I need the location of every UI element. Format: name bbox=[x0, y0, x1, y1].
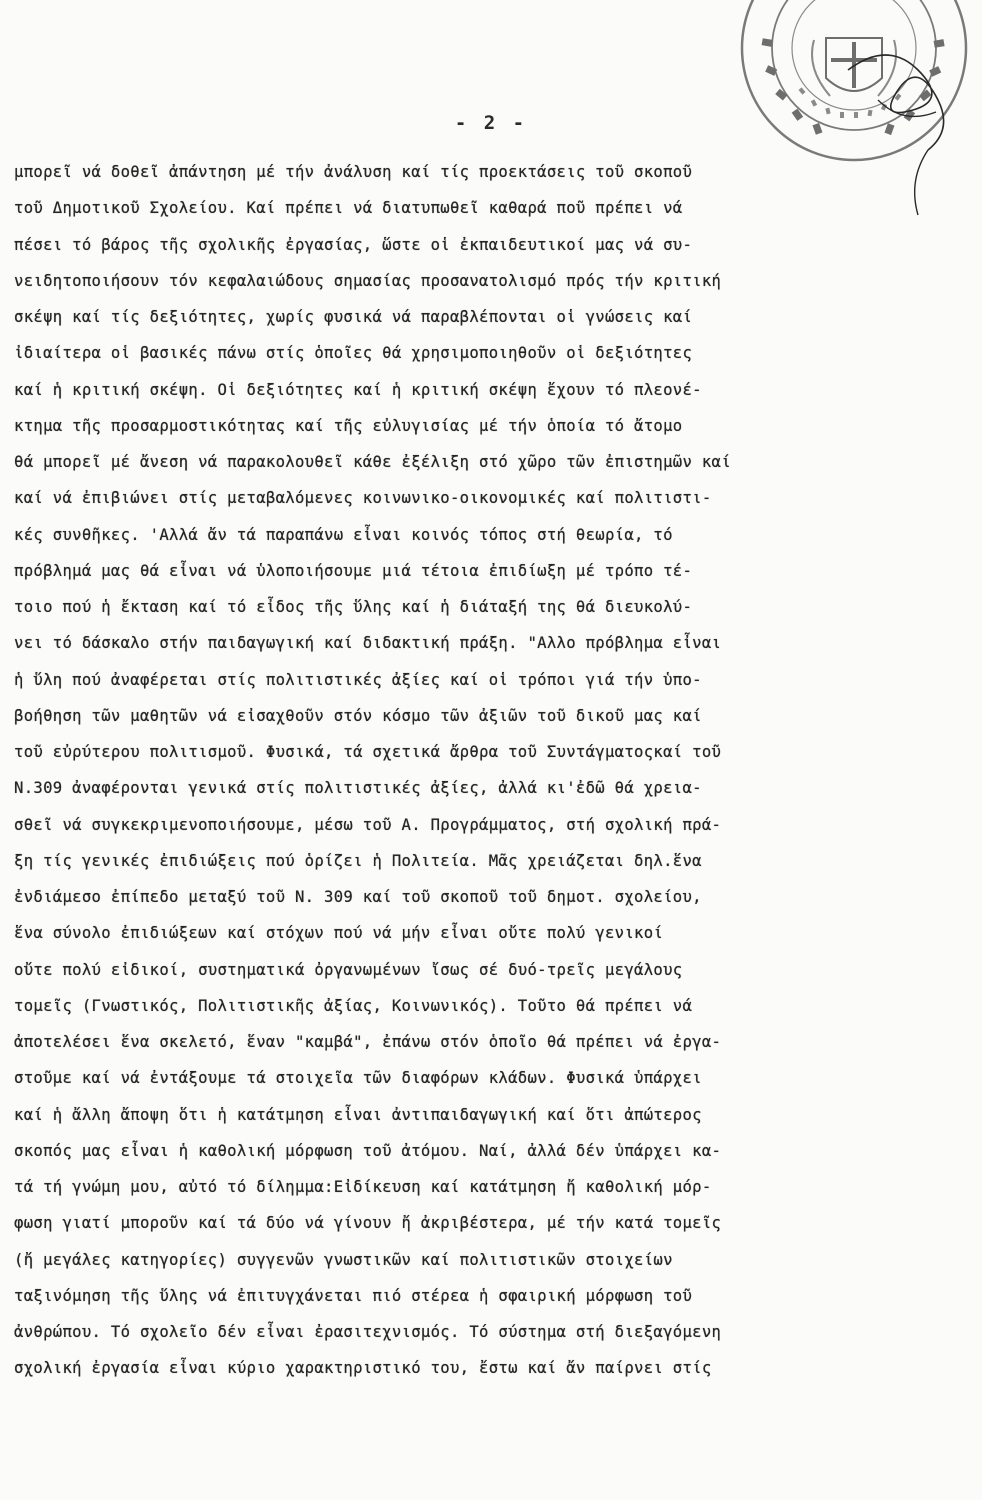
text-line: (ἤ μεγάλες κατηγορίες) συγγενῶν γνωστικῶν καί πολιτιστικῶν στοιχείων bbox=[14, 1250, 673, 1269]
text-line: τομεῖς (Γνωστικός, Πολιτιστικῆς ἀξίας, Κοινωνικός). Τοῦτο θά πρέπει νά bbox=[14, 996, 693, 1015]
text-line: πέσει τό βάρος τῆς σχολικῆς ἐργασίας, ὥστε οἱ ἐκπαιδευτικοί μας νά συ- bbox=[14, 235, 693, 254]
text-line: καί ἡ ἄλλη ἄποψη ὅτι ἡ κατάτμηση εἶναι ἀντιπαιδαγωγική καί ὅτι ἀπώτερος bbox=[14, 1105, 702, 1124]
text-line: πρόβλημά μας θά εἶναι νά ὑλοποιήσουμε μιά τέτοια ἐπιδίωξη μέ τρόπο τέ- bbox=[14, 561, 693, 580]
text-line: τοῦ Δημοτικοῦ Σχολείου. Καί πρέπει νά διατυπωθεῖ καθαρά ποῦ πρέπει νά bbox=[14, 199, 683, 218]
text-line: καί νά ἐπιβιώνει στίς μεταβαλόμενες κοινωνικο-οικονομικές καί πολιτιστι- bbox=[14, 489, 712, 508]
text-line: φωση γιατί μποροῦν καί τά δύο νά γίνουν ἤ ἀκριβέστερα, μέ τήν κατά τομεῖς bbox=[14, 1214, 722, 1233]
text-line: κτημα τῆς προσαρμοστικότητας καί τῆς εὐλυγισίας μέ τήν ὁποία τό ἄτομο bbox=[14, 416, 683, 435]
text-line: νει τό δάσκαλο στήν παιδαγωγική καί διδακτική πράξη. "Αλλο πρόβλημα εἶναι bbox=[14, 634, 722, 653]
text-line: οὔτε πολύ εἰδικοί, συστηματικά ὀργανωμένων ἴσως σέ δυό-τρεῖς μεγάλους bbox=[14, 960, 683, 979]
text-line: σκέψη καί τίς δεξιότητες, χωρίς φυσικά νά παραβλέπονται οἱ γνώσεις καί bbox=[14, 308, 693, 326]
text-line: ἡ ὕλη πού ἀναφέρεται στίς πολιτιστικές ἀξίες καί οἱ τρόποι γιά τήν ὑπο- bbox=[14, 670, 702, 689]
text-line: τοιο πού ἡ ἔκταση καί τό εἶδος τῆς ὕλης καί ἡ διάταξή της θά διευκολύ- bbox=[14, 598, 693, 616]
text-line: ἕνα σύνολο ἐπιδιώξεων καί στόχων πού νά μήν εἶναι οὔτε πολύ γενικοί bbox=[14, 924, 664, 943]
text-line: καί ἡ κριτική σκέψη. Οἱ δεξιότητες καί ἡ κριτική σκέψη ἔχουν τό πλεονέ- bbox=[14, 380, 702, 399]
text-line: σθεῖ νά συγκεκριμενοποιήσουμε, μέσω τοῦ Α. Προγράμματος, στή σχολική πρά- bbox=[14, 815, 722, 834]
text-line: θά μπορεῖ μέ ἄνεση νά παρακολουθεῖ κάθε ἐξέλιξη στό χῶρο τῶν ἐπιστημῶν καί bbox=[14, 453, 731, 471]
typed-body-text bbox=[14, 154, 974, 1387]
text-line: νειδητοποιήσουν τόν κεφαλαιώδους σημασίας προσανατολισμό πρός τήν κριτική bbox=[14, 271, 722, 290]
text-line: Ν.309 ἀναφέρονται γενικά στίς πολιτιστικές ἀξίες, ἀλλά κι'ἐδῶ θά χρεια- bbox=[14, 779, 702, 798]
text-line: ταξινόμηση τῆς ὕλης νά ἐπιτυγχάνεται πιό στέρεα ἡ σφαιρική μόρφωση τοῦ bbox=[14, 1286, 693, 1305]
text-line: ἀποτελέσει ἕνα σκελετό, ἕναν "καμβά", ἐπάνω στόν ὁποῖο θά πρέπει νά ἐργα- bbox=[14, 1033, 722, 1051]
text-line: ἀνθρώπου. Τό σχολεῖο δέν εἶναι ἐρασιτεχνισμός. Τό σύστημα στή διεξαγόμενη bbox=[14, 1323, 722, 1341]
page-number: - 2 - bbox=[454, 112, 528, 134]
text-line: στοῦμε καί νά ἐντάξουμε τά στοιχεῖα τῶν διαφόρων κλάδων. Φυσικά ὑπάρχει bbox=[14, 1069, 702, 1088]
text-line: ἐνδιάμεσο ἐπίπεδο μεταξύ τοῦ Ν. 309 καί τοῦ σκοποῦ τοῦ δημοτ. σχολείου, bbox=[14, 888, 702, 906]
text-line: βοήθηση τῶν μαθητῶν νά εἰσαχθοῦν στόν κόσμο τῶν ἀξιῶν τοῦ δικοῦ μας καί bbox=[14, 706, 702, 725]
text-line: μπορεῖ νά δοθεῖ ἀπάντηση μέ τήν ἀνάλυση καί τίς προεκτάσεις τοῦ σκοποῦ bbox=[14, 163, 693, 181]
text-line: τοῦ εὐρύτερου πολιτισμοῦ. Φυσικά, τά σχετικά ἄρθρα τοῦ Συντάγματοςκαί τοῦ bbox=[14, 743, 722, 761]
text-line: ἰδιαίτερα οἱ βασικές πάνω στίς ὁποῖες θά χρησιμοποιηθοῦν οἱ δεξιότητες bbox=[14, 344, 693, 363]
text-line: τά τή γνώμη μου, αὐτό τό δίλημμα:Εἰδίκευση καί κατάτμηση ἤ καθολική μόρ- bbox=[14, 1178, 712, 1196]
text-line: κές συνθῆκες. 'Αλλά ἄν τά παραπάνω εἶναι κοινός τόπος στή θεωρία, τό bbox=[14, 525, 673, 544]
text-line: σχολική ἐργασία εἶναι κύριο χαρακτηριστικό του, ἔστω καί ἄν παίρνει στίς bbox=[14, 1359, 712, 1378]
text-line: ξη τίς γενικές ἐπιδιώξεις πού ὁρίζει ἡ Πολιτεία. Μᾶς χρειάζεται δηλ.ἕνα bbox=[14, 851, 702, 870]
text-line: σκοπός μας εἶναι ἡ καθολική μόρφωση τοῦ ἀτόμου. Ναί, ἀλλά δέν ὑπάρχει κα- bbox=[14, 1141, 722, 1160]
